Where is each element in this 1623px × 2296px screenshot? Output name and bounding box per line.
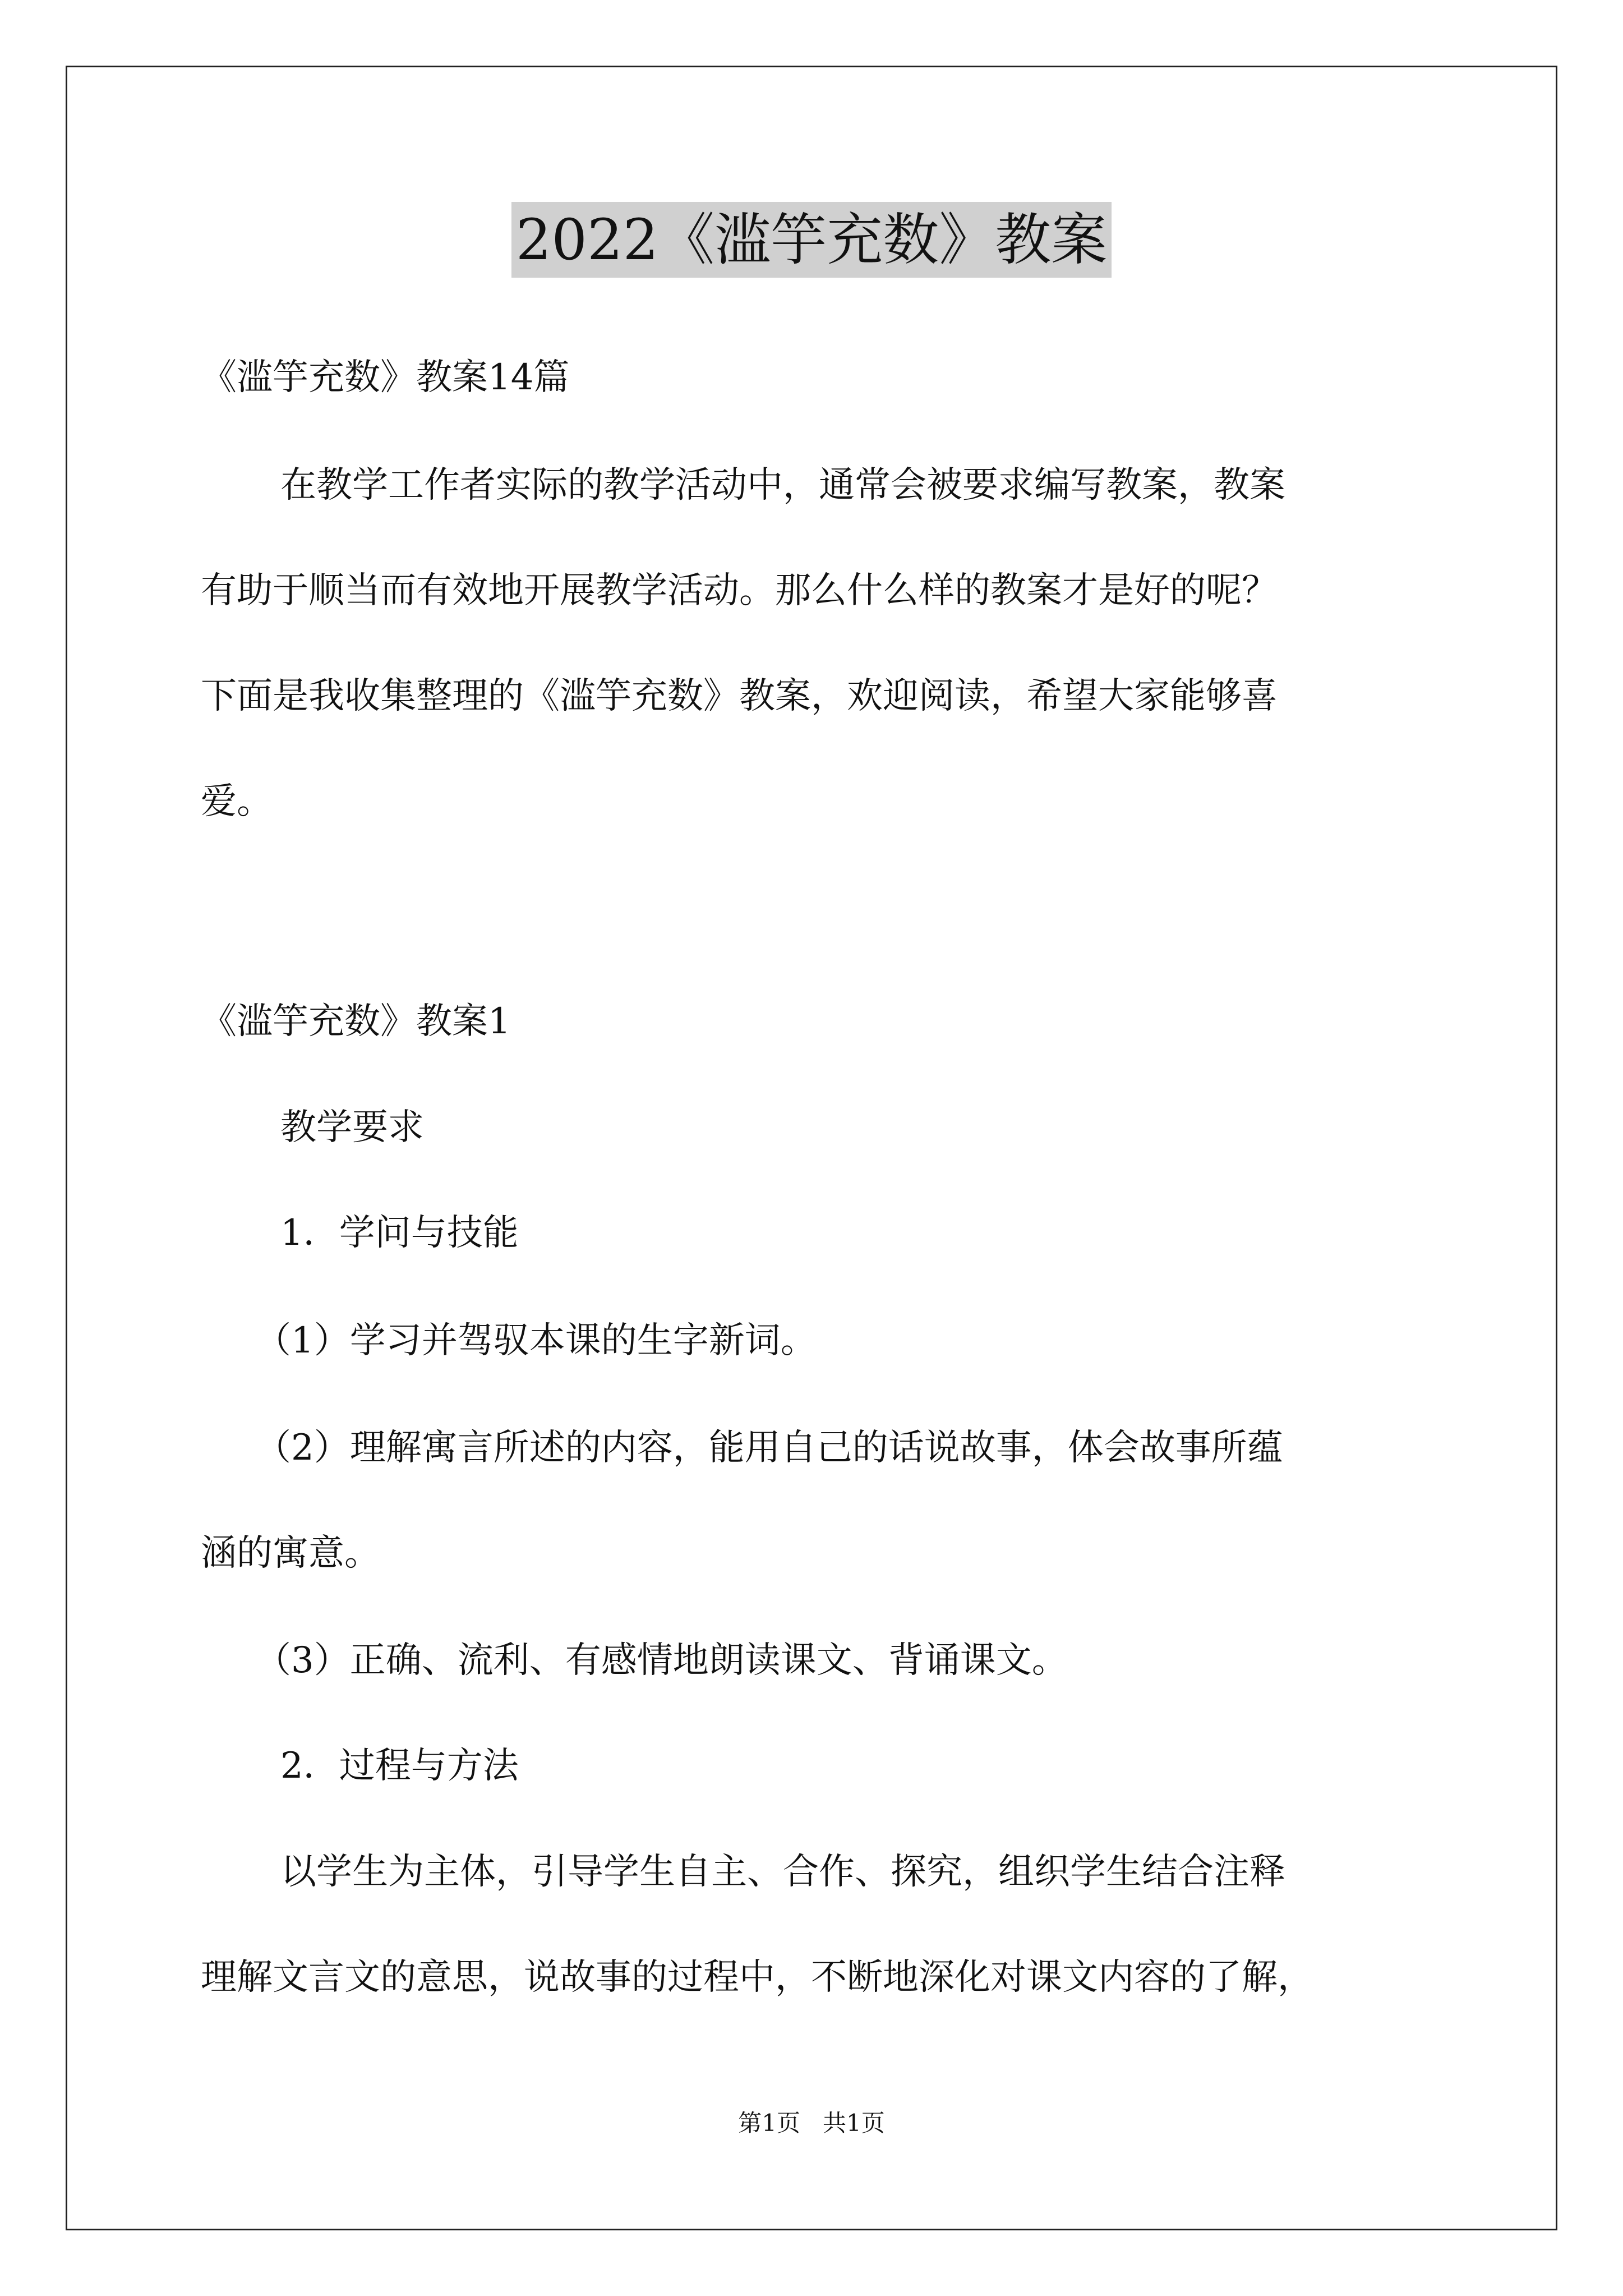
intro-line-1: 在教学工作者实际的教学活动中，通常会被要求编写教案，教案 [280, 464, 1285, 506]
document-subtitle: 《滥竽充数》教案14篇 [201, 357, 570, 398]
page-footer [0, 2109, 1623, 2137]
page-number-current: 第1页 [738, 2109, 800, 2137]
intro-line-4: 爱。 [201, 781, 273, 822]
document-title: 2022《滥竽充数》教案 [511, 202, 1112, 278]
item1-heading: 1．学问与技能 [280, 1212, 519, 1254]
item1-point-3: （3）正确、流利、有感情地朗读课文、背诵课文。 [255, 1640, 1068, 1681]
teaching-requirements-heading: 教学要求 [280, 1107, 424, 1148]
item1-point-2: （2）理解寓言所述的内容，能用自己的话说故事，体会故事所蕴 [255, 1427, 1283, 1469]
intro-line-2: 有助于顺当而有效地开展教学活动。那么什么样的教案才是好的呢？ [201, 570, 1278, 611]
item2-line-2: 理解文言文的意思，说故事的过程中，不断地深化对课文内容的了解， [201, 1957, 1313, 1998]
section-heading: 《滥竽充数》教案1 [201, 1001, 511, 1042]
title-container [0, 202, 1623, 278]
item2-heading: 2．过程与方法 [280, 1745, 519, 1787]
intro-line-3: 下面是我收集整理的《滥竽充数》教案，欢迎阅读，希望大家能够喜 [201, 675, 1278, 717]
page-number-total: 共1页 [823, 2109, 885, 2137]
item1-point-1: （1）学习并驾驭本课的生字新词。 [255, 1320, 817, 1361]
item1-point-2-cont: 涵的寓意。 [201, 1533, 380, 1574]
item2-line-1: 以学生为主体，引导学生自主、合作、探究，组织学生结合注释 [280, 1851, 1285, 1893]
